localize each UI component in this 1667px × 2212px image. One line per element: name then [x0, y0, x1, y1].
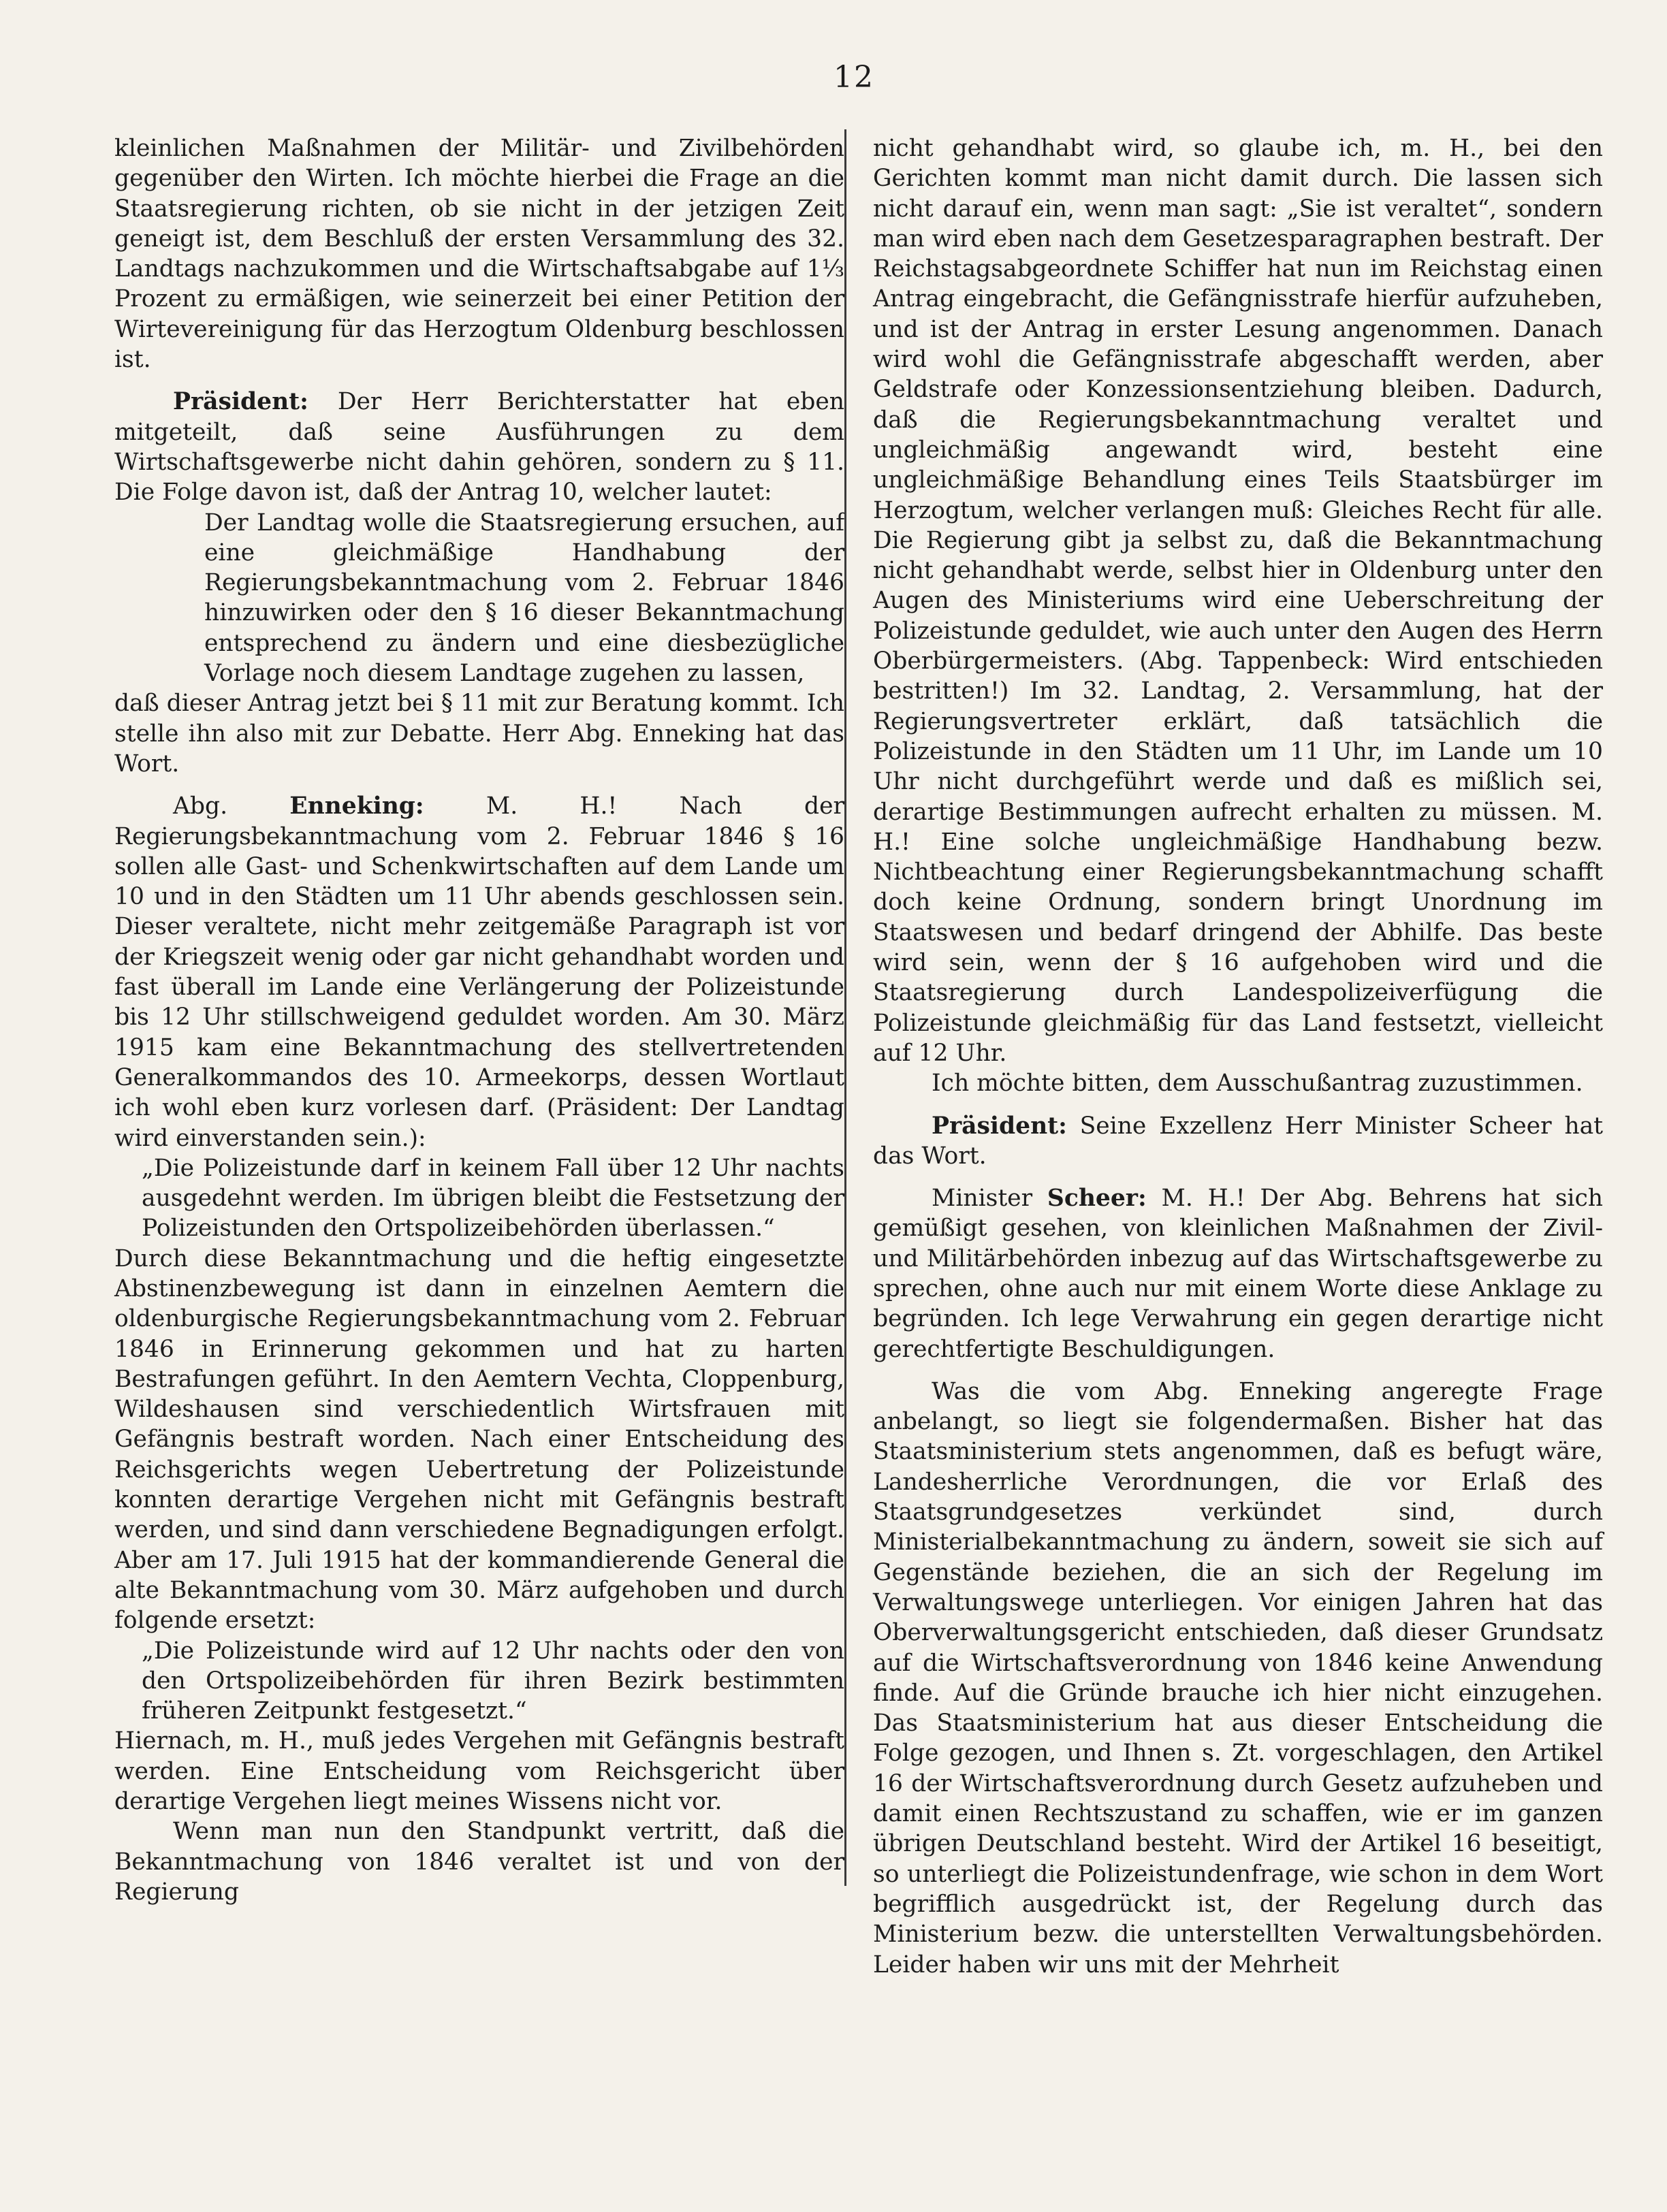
paragraph: Was die vom Abg. Enneking angeregte Frage anbelangt, so liegt sie folgendermaßen. Bisher hat das Staatsministerium stets angenommen, daß es befugt wäre, Landesherrliche Verordnungen, die vor Erlaß des Staatsgrundgesetzes verkündet sind, durch Ministerialbekanntmachung zu ändern, soweit sie sich auf Gegenstände beziehen, die an sich der Regelung im Verwaltungswege unterliegen. Vor einigen Jahren hat das Oberverwaltungsgericht entschieden, daß dieser Grundsatz auf die Wirtschaftsverordnung von 1846 keine Anwendung finde. Auf die Gründe brauche ich hier nicht einzugehen. Das Staatsministerium hat aus dieser Entscheidung die Folge gezogen, und Ihnen s. Zt. vorgeschlagen, den Artikel 16 der Wirtschaftsverordnung durch Gesetz aufzuheben und damit einen Rechtszustand zu schaffen, wie er im ganzen übrigen Deutschland besteht. Wird der Artikel 16 beseitigt, so unterliegt die Polizeistundenfrage, wie schon in dem Wort begrifflich ausgedrückt ist, der Regelung durch das Ministerium bezw. die unterstellten Verwaltungsbehörden. Leider haben wir uns mit der Mehrheit — [873, 1377, 1603, 1978]
speech-text: Seine Exzellenz Herr Minister Scheer hat das Wort. — [873, 1112, 1603, 1170]
paragraph: Wenn man nun den Standpunkt vertritt, daß die Bekanntmachung von 1846 veraltet ist und von der Regierung — [114, 1818, 844, 1906]
column-divider — [844, 129, 846, 1886]
speaker-name: Präsident: — [932, 1112, 1067, 1140]
speaker-title: Minister — [932, 1185, 1033, 1213]
page-number: 12 — [834, 60, 874, 95]
paragraph: nicht gehandhabt wird, so glaube ich, m. H., bei den Gerichten kommt man nicht damit durch. Die lassen sich nicht darauf ein, wenn man sagt: „Sie ist veraltet“, sondern man wird eben nach dem Gesetzesparagraphen bestraft. Der Reichstagsabgeordnete Schiffer hat nun im Reichstag einen Antrag eingebracht, die Gefängnisstrafe hierfür aufzuheben, und ist der Antrag in erster Lesung angenommen. Danach wird wohl die Gefängnisstrafe abgeschafft werden, aber Geldstrafe oder Konzessionsentziehung bleiben. Dadurch, daß die Regierungsbekanntmachung veraltet und ungleichmäßig angewandt wird, besteht eine ungleichmäßige Behandlung eines Teils Staatsbürger im Herzogtum, welcher verlangen muß: Gleiches Recht für alle. Die Regierung gibt ja selbst zu, daß die Bekanntmachung nicht gehandhabt werde, selbst hier in Oldenburg unter den Augen des Ministeriums wird eine Ueberschreitung der Polizeistunde geduldet, wie auch unter den Augen des Herrn Oberbürgermeisters. (Abg. Tappenbeck: Wird entschieden bestritten!) Im 32. Landtag, 2. Versammlung, hat der Regierungsvertreter erklärt, daß tatsächlich die Polizeistunde in den Städten um 11 Uhr, im Lande um 10 Uhr nicht durchgeführt werde und daß es mißlich sei, derartige Bestimmungen aufrecht erhalten zu müssen. M. H.! Eine solche ungleichmäßige Handhabung bezw. Nichtbeachtung einer Regierungsbekanntmachung schafft doch keine Ordnung, sondern bringt Unordnung im Staatswesen und bedarf dringend der Abhilfe. Das beste wird sein, wenn der § 16 aufgehoben wird und die Staatsregierung durch Landespolizeiverfügung die Polizeistunde gleichmäßig für das Land festsetzt, vielleicht auf 12 Uhr. — [873, 135, 1603, 1067]
speech-text: M. H.! Der Abg. Behrens hat sich gemüßigt gesehen, von kleinlichen Maßnahmen der Zivil- und Militärbehörden inbezug auf das Wirtschaftsgewerbe zu sprechen, ohne auch nur mit einem Worte diese Anklage zu begründen. Ich lege Verwahrung ein gegen derartige nicht gerechtfertigte Beschuldigungen. — [873, 1185, 1603, 1363]
speaker-name: Scheer: — [1047, 1185, 1147, 1213]
right-column — [873, 133, 1603, 1980]
quoted-decree: „Die Polizeistunde wird auf 12 Uhr nachts oder den von den Ortspolizeibehörden für ihren Bezirk bestimmten früheren Zeitpunkt festgesetzt.“ — [142, 1637, 844, 1725]
paragraph: Hiernach, m. H., muß jedes Vergehen mit Gefängnis bestraft werden. Eine Entscheidung vom Reichsgericht über derartige Vergehen liegt meines Wissens nicht vor. — [114, 1727, 844, 1816]
paragraph: Ich möchte bitten, dem Ausschußantrag zuzustimmen. — [932, 1070, 1583, 1097]
speech-text: M. H.! Nach der Regierungsbekanntmachung vom 2. Februar 1846 § 16 sollen alle Gast- und Schenkwirtschaften auf dem Lande um 10 und in den Städten um 11 Uhr abends geschlossen sein. Dieser veraltete, nicht mehr zeitgemäße Paragraph ist vor der Kriegszeit wenig oder gar nicht gehandhabt worden und fast überall im Lande eine Verlängerung der Polizeistunde bis 12 Uhr stillschweigend geduldet worden. Am 30. März 1915 kam eine Bekanntmachung des stellvertretenden Generalkommandos des 10. Armeekorps, dessen Wortlaut ich wohl eben kurz vorlesen darf. (Präsident: Der Landtag wird einverstanden sein.): — [114, 792, 845, 1152]
speech-paragraph — [873, 1183, 1603, 1364]
paragraph: daß dieser Antrag jetzt bei § 11 mit zur Beratung kommt. Ich stelle ihn also mit zur Debatte. Herr Abg. Enneking hat das Wort. — [114, 690, 844, 778]
speech-text: Der Herr Berichterstatter hat eben mitgeteilt, daß seine Ausführungen zu dem Wirtschaftsgewerbe nicht dahin gehören, sondern zu § 11. Die Folge davon ist, daß der Antrag 10, welcher lautet: — [114, 388, 844, 507]
speech-paragraph — [114, 791, 844, 1153]
paragraph: kleinlichen Maßnahmen der Militär- und Zivilbehörden gegenüber den Wirten. Ich möchte hierbei die Frage an die Staatsregierung richten, ob sie nicht in der jetzigen Zeit geneigt ist, dem Beschluß der ersten Versammlung des 32. Landtags nachzukommen und die Wirtschaftsabgabe auf 1⅓ Prozent zu ermäßigen, wie seinerzeit bei einer Petition der Wirtevereinigung für das Herzogtum Oldenburg beschlossen ist. — [114, 135, 844, 374]
speech-paragraph — [114, 387, 844, 507]
speaker-name: Präsident: — [173, 388, 308, 416]
speech-paragraph — [873, 1111, 1603, 1172]
speaker-title: Abg. — [173, 792, 228, 820]
paragraph: Durch diese Bekanntmachung und die heftig eingesetzte Abstinenzbewegung ist dann in einzelnen Aemtern die oldenburgische Regierungsbekanntmachung vom 2. Februar 1846 in Erinnerung gekommen und hat zu harten Bestrafungen geführt. In den Aemtern Vechta, Cloppenburg, Wildeshausen sind verschiedentlich Wirtsfrauen mit Gefängnis bestraft worden. Nach einer Entscheidung des Reichsgerichts wegen Uebertretung der Polizeistunde konnten derartige Vergehen nicht mit Gefängnis bestraft werden, und sind dann verschiedene Begnadigungen erfolgt. Aber am 17. Juli 1915 hat der kommandierende General die alte Bekanntmachung vom 30. März aufgehoben und durch folgende ersetzt: — [114, 1245, 844, 1635]
quoted-decree: „Die Polizeistunde darf in keinem Fall über 12 Uhr nachts ausgedehnt werden. Im übrigen bleibt die Festsetzung der Polizeistunden den Ortspolizeibehörden überlassen.“ — [142, 1154, 844, 1243]
speaker-name: Enneking: — [289, 792, 424, 820]
quoted-motion: Der Landtag wolle die Staatsregierung ersuchen, auf eine gleichmäßige Handhabung der Regierungsbekanntmachung vom 2. Februar 1846 hinzuwirken oder den § 16 dieser Bekanntmachung entsprechend zu ändern und eine diesbezügliche Vorlage noch diesem Landtage zugehen zu lassen, — [204, 509, 844, 688]
left-column — [114, 133, 844, 1907]
